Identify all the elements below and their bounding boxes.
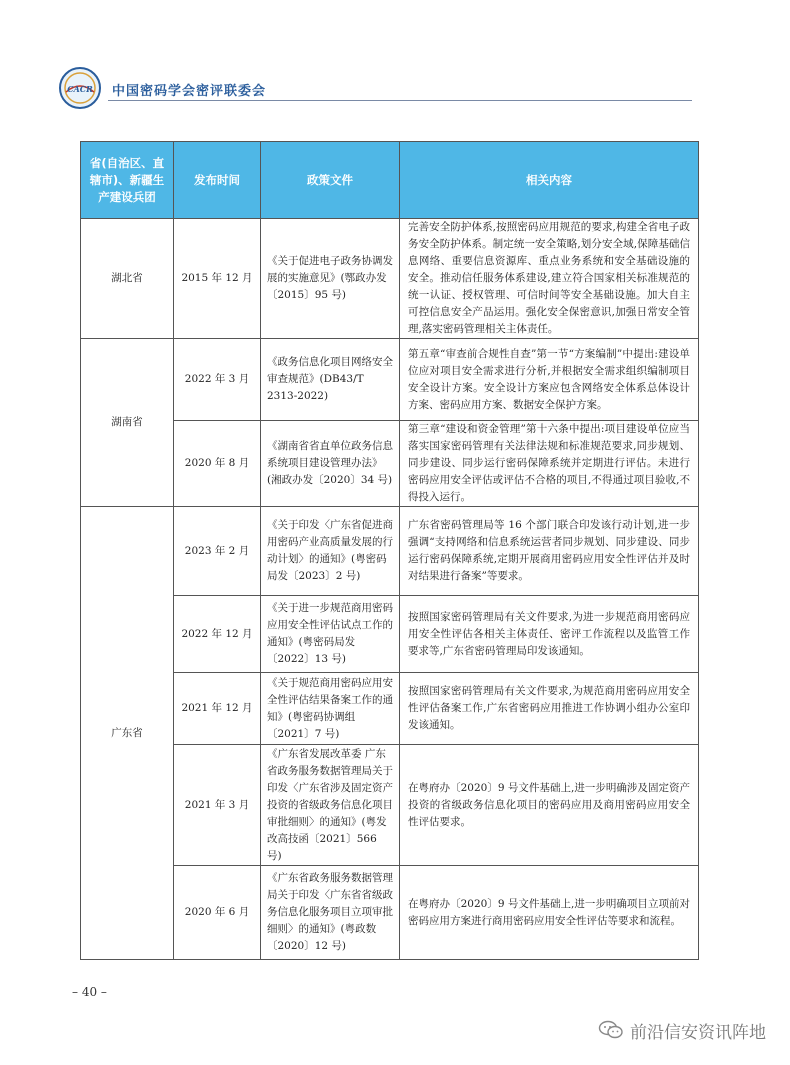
table-row [81,673,699,745]
date-cell: 2020 年 6 月 [174,866,261,960]
table-row [81,507,699,596]
document-cell: 《关于促进电子政务协调发展的实施意见》(鄂政办发〔2015〕95 号) [261,219,400,339]
table-row [81,339,699,421]
content-cell: 按照国家密码管理局有关文件要求,为规范商用密码应用安全性评估备案工作,广东省密码应用推进工作协调小组办公室印发该通知。 [400,673,699,745]
document-cell: 《关于印发〈广东省促进商用密码产业高质量发展的行动计划〉的通知》(粤密码局发〔2023〕2 号) [261,507,400,596]
content-cell: 在粤府办〔2020〕9 号文件基础上,进一步明确项目立项前对密码应用方案进行商用密码应用安全性评估等要求和流程。 [400,866,699,960]
policy-table [80,141,699,960]
table-header-row [81,142,699,219]
logo-text: CACR [67,84,93,94]
document-cell: 《政务信息化项目网络安全审查规范》(DB43/T 2313-2022) [261,339,400,421]
date-cell: 2023 年 2 月 [174,507,261,596]
table-row [81,219,699,339]
content-cell: 广东省密码管理局等 16 个部门联合印发该行动计划,进一步强调“支持网络和信息系统运营者同步规划、同步建设、同步运行密码保障系统,定期开展商用密码应用安全性评估并及时对结果进行备案”等要求。 [400,507,699,596]
page-number: – 40 – [72,985,107,999]
province-cell: 湖南省 [81,339,174,507]
date-cell: 2021 年 12 月 [174,673,261,745]
watermark-text: 前沿信安资讯阵地 [630,1022,766,1043]
column-header-document: 政策文件 [261,142,400,219]
column-header-date: 发布时间 [174,142,261,219]
date-cell: 2022 年 3 月 [174,339,261,421]
table-row [81,866,699,960]
table-row [81,596,699,673]
date-cell: 2015 年 12 月 [174,219,261,339]
province-cell: 湖北省 [81,219,174,339]
document-cell: 《广东省政务服务数据管理局关于印发〈广东省省级政务信息化服务项目立项审批细则〉的通知》(粤政数〔2020〕12 号) [261,866,400,960]
watermark [598,1018,766,1042]
date-cell: 2021 年 3 月 [174,745,261,866]
header-divider [108,100,692,101]
content-cell: 第五章“审查前合规性自查”第一节“方案编制”中提出:建设单位应对项目安全需求进行分析,并根据安全需求组织编制项目安全设计方案。安全设计方案应包含网络安全体系总体设计方案、密码应用方案、数据安全保护方案。 [400,339,699,421]
date-cell: 2022 年 12 月 [174,596,261,673]
document-cell: 《关于进一步规范商用密码应用安全性评估试点工作的通知》(粤密码局发〔2022〕13 号) [261,596,400,673]
date-cell: 2020 年 8 月 [174,421,261,507]
content-cell: 第三章“建设和资金管理”第十六条中提出:项目建设单位应当落实国家密码管理有关法律法规和标准规范要求,同步规划、同步建设、同步运行密码保障系统并定期进行评估。未进行密码应用安全评估或评估不合格的项目,不得通过项目验收,不得投入运行。 [400,421,699,507]
column-header-content: 相关内容 [400,142,699,219]
content-cell: 按照国家密码管理局有关文件要求,为进一步规范商用密码应用安全性评估各相关主体责任、密评工作流程以及监管工作要求等,广东省密码管理局印发该通知。 [400,596,699,673]
document-cell: 《湖南省省直单位政务信息系统项目建设管理办法》(湘政办发〔2020〕34 号) [261,421,400,507]
document-cell: 《关于规范商用密码应用安全性评估结果备案工作的通知》(粤密码协调组〔2021〕7 号) [261,673,400,745]
document-cell: 《广东省发展改革委 广东省政务服务数据管理局关于印发〈广东省涉及固定资产投资的省级政务信息化项目审批细则〉的通知》(粤发改高技函〔2021〕566 号) [261,745,400,866]
table-row [81,745,699,866]
province-cell: 广东省 [81,507,174,960]
page-header [58,66,758,112]
content-cell: 在粤府办〔2020〕9 号文件基础上,进一步明确涉及固定资产投资的省级政务信息化项目的密码应用及商用密码应用安全性评估要求。 [400,745,699,866]
wechat-icon [598,1020,624,1040]
cacr-logo-icon [58,66,102,110]
content-cell: 完善安全防护体系,按照密码应用规范的要求,构建全省电子政务安全防护体系。制定统一安全策略,划分安全域,保障基础信息网络、重要信息资源库、重点业务系统和安全基础设施的安全。推动信任服务体系建设,建立符合国家相关标准规范的统一认证、授权管理、可信时间等安全基础设施。加大自主可控信息安全产品运用。强化安全保密意识,加强日常安全管理,落实密码管理相关主体责任。 [400,219,699,339]
org-name: 中国密码学会密评联委会 [112,84,267,99]
column-header-province: 省(自治区、直辖市)、新疆生产建设兵团 [81,142,174,219]
table-row [81,421,699,507]
